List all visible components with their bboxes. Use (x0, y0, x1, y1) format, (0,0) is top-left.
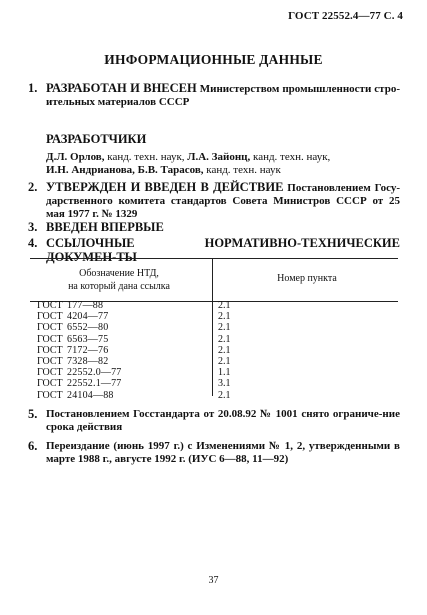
table-row (30, 378, 398, 389)
item-number: 2. (28, 180, 38, 194)
item-body (46, 181, 400, 221)
developer-rank: канд. техн. наук (203, 164, 281, 176)
gost-number: 4204—77 (67, 311, 109, 323)
ntd-table-body (30, 300, 398, 401)
gost-prefix: ГОСТ (37, 378, 63, 390)
developer-name: И.Н. Андрианова, Б.В. Тарасов, (46, 164, 204, 176)
table-row (30, 311, 398, 322)
table-row (30, 356, 398, 367)
item-body (46, 82, 400, 109)
developer-rank: канд. техн. наук, (250, 151, 331, 163)
standard-reference: ГОСТ 22552.4—77 С. 4 (288, 10, 403, 22)
item-body (46, 221, 400, 235)
gost-prefix: ГОСТ (37, 367, 63, 379)
table-row (30, 367, 398, 378)
point-number: 1.1 (218, 367, 231, 379)
table-row (30, 322, 398, 333)
item-number: 3. (28, 220, 38, 234)
column-divider (212, 259, 213, 301)
table-row (30, 334, 398, 345)
item-number: 6. (28, 439, 38, 453)
ntd-header-line: Обозначение НТД, (79, 268, 159, 279)
item-text: Постановлением Госу-дарственного комитета стандартов Совета Министров СССР от 25 мая 1977 г. № 1329 (46, 182, 400, 220)
ntd-column-header (30, 267, 208, 293)
gost-number: 22552.0—77 (67, 367, 122, 379)
developers-heading: РАЗРАБОТЧИКИ (46, 132, 147, 146)
item-text: Переиздание (июнь 1997 г.) с Изменениями № 1, 2, утвержденными в марте 1988 г., августе 1992 г. (ИУС 6—88, 11—92) (46, 440, 400, 465)
gost-prefix: ГОСТ (37, 322, 63, 334)
item-lead: РАЗРАБОТАН И ВНЕСЕН (46, 81, 197, 95)
point-number: 2.1 (218, 333, 231, 345)
table-row (30, 390, 398, 401)
point-number: 2.1 (218, 344, 231, 356)
item-number: 1. (28, 81, 38, 95)
developer-name: Д.Л. Орлов, (46, 151, 105, 163)
item-6 (30, 440, 400, 466)
item-body (46, 408, 400, 434)
gost-prefix: ГОСТ (37, 355, 63, 367)
item-5 (30, 408, 400, 434)
developer-name: Л.А. Зайонц, (187, 151, 251, 163)
point-number: 2.1 (218, 300, 231, 311)
item-text: Министерством промышленности стро-ительных материалов СССР (46, 83, 400, 108)
developers-line (46, 151, 406, 164)
gost-prefix: ГОСТ (37, 333, 63, 345)
point-column-header: Номер пункта (277, 273, 337, 284)
item-number: 4. (28, 236, 38, 250)
table-row (30, 345, 398, 356)
ntd-table-header (30, 258, 398, 302)
point-number: 2.1 (218, 311, 231, 323)
item-lead: ССЫЛОЧНЫЕ НОРМАТИВНО-ТЕХНИЧЕСКИЕ ДОКУМЕН-ТЫ (46, 236, 400, 264)
point-number: 3.1 (218, 378, 231, 390)
item-text: Постановлением Госстандарта от 20.08.92 № 1001 снято ограниче-ние срока действия (46, 408, 400, 433)
gost-number: 7328—82 (67, 355, 109, 367)
gost-prefix: ГОСТ (37, 311, 63, 323)
item-1 (30, 82, 400, 109)
gost-number: 6563—75 (67, 333, 109, 345)
developer-rank: канд. техн. наук, (104, 151, 188, 163)
item-body (46, 440, 400, 466)
item-2 (30, 181, 400, 221)
page-number: 37 (208, 575, 219, 586)
gost-number: 6552—80 (67, 322, 109, 334)
point-number: 2.1 (218, 355, 231, 367)
item-number: 5. (28, 407, 38, 421)
gost-number: 7172—76 (67, 344, 109, 356)
developers-line (46, 164, 406, 177)
developers-list (46, 151, 406, 177)
page-title: ИНФОРМАЦИОННЫЕ ДАННЫЕ (104, 52, 323, 67)
table-row (30, 300, 398, 311)
gost-number: 24104—88 (67, 389, 114, 401)
gost-number: 22552.1—77 (67, 378, 122, 390)
ntd-header-line: на который дана ссылка (68, 281, 170, 292)
gost-prefix: ГОСТ (37, 344, 63, 356)
point-number: 2.1 (218, 389, 231, 401)
item-3 (30, 221, 400, 235)
item-lead: ВВЕДЕН ВПЕРВЫЕ (46, 220, 164, 234)
point-number: 2.1 (218, 322, 231, 334)
gost-number: 177—88 (67, 300, 104, 311)
gost-prefix: ГОСТ (37, 300, 63, 311)
item-lead: УТВЕРЖДЕН И ВВЕДЕН В ДЕЙСТВИЕ (46, 180, 284, 194)
gost-prefix: ГОСТ (37, 389, 63, 401)
